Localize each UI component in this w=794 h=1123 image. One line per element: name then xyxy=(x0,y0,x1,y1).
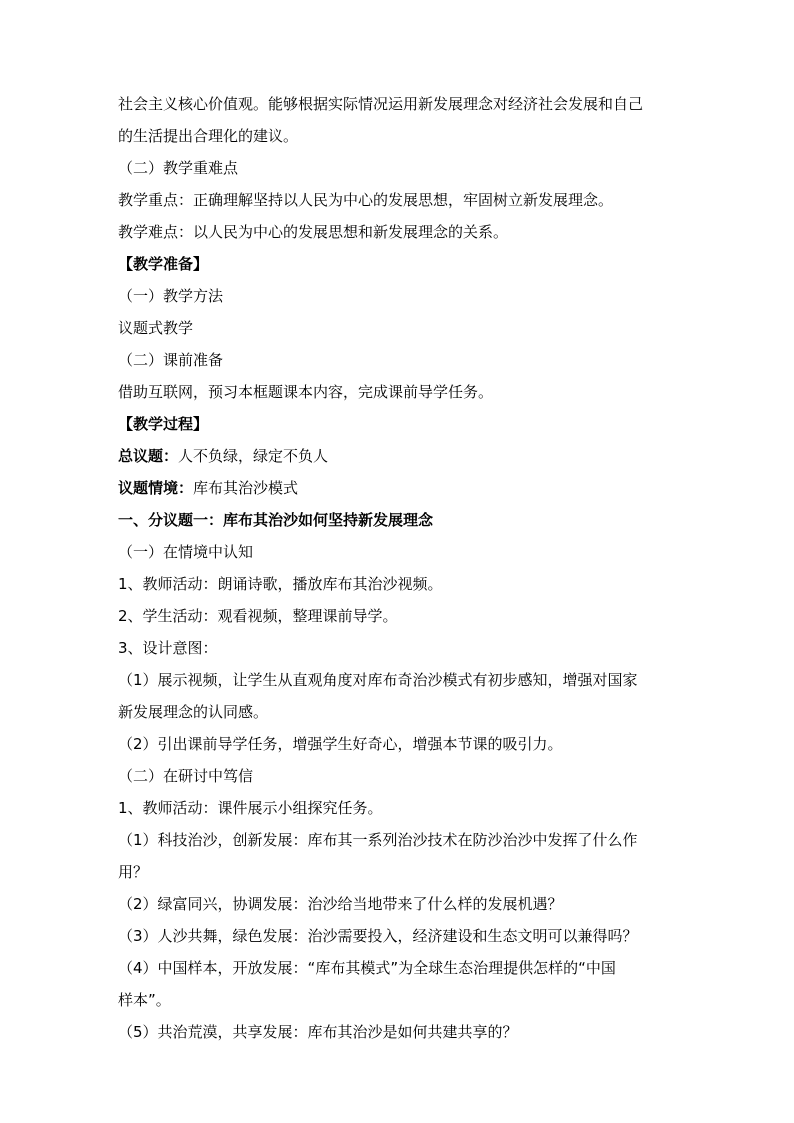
section-heading: 【教学准备】 xyxy=(118,255,209,273)
paragraph-line: 社会主义核心价值观。能够根据实际情况运用新发展理念对经济社会发展和自己 xyxy=(118,95,644,113)
general-topic-label: 总议题： xyxy=(118,447,179,465)
paragraph-line: 的生活提出合理化的建议。 xyxy=(118,127,299,145)
list-item: 2、学生活动：观看视频，整理课前导学。 xyxy=(118,607,398,625)
task-line: 样本”。 xyxy=(118,991,171,1009)
list-item: 1、教师活动：朗诵诗歌，播放库布其治沙视频。 xyxy=(118,575,443,593)
sub-topic-heading: 一、分议题一：库布其治沙如何坚持新发展理念 xyxy=(118,511,434,529)
general-topic xyxy=(118,446,328,466)
list-item: 3、设计意图： xyxy=(118,639,218,657)
situation-value: 库布其治沙模式 xyxy=(193,479,299,497)
task-line: （5）共治荒漠，共享发展：库布其治沙是如何共建共享的？ xyxy=(118,1023,518,1041)
subsection-heading: （一）在情境中认知 xyxy=(118,543,254,561)
list-item: 1、教师活动：课件展示小组探究任务。 xyxy=(118,799,383,817)
subsection-heading: （二）课前准备 xyxy=(118,351,224,369)
task-line: 用？ xyxy=(118,863,149,881)
subsection-heading: （一）教学方法 xyxy=(118,287,224,305)
subsection-heading: （二）在研讨中笃信 xyxy=(118,767,254,785)
general-topic-value: 人不负绿，绿定不负人 xyxy=(178,447,329,465)
task-line: （4）中国样本，开放发展：“库布其模式”为全球生态治理提供怎样的“中国 xyxy=(118,959,616,977)
task-line: （2）绿富同兴，协调发展：治沙给当地带来了什么样的发展机遇？ xyxy=(118,895,563,913)
situation xyxy=(118,478,298,498)
section-heading: 【教学过程】 xyxy=(118,415,209,433)
situation-label: 议题情境： xyxy=(118,479,194,497)
task-line: （3）人沙共舞，绿色发展：治沙需要投入，经济建设和生态文明可以兼得吗？ xyxy=(118,927,638,945)
intent-line: 新发展理念的认同感。 xyxy=(118,703,269,721)
intent-line: （2）引出课前导学任务，增强学生好奇心，增强本节课的吸引力。 xyxy=(118,735,563,753)
task-line: （1）科技治沙，创新发展：库布其一系列治沙技术在防沙治沙中发挥了什么作 xyxy=(118,831,638,849)
intent-line: （1）展示视频，让学生从直观角度对库布奇治沙模式有初步感知，增强对国家 xyxy=(118,671,638,689)
difficult-points-text: 教学难点：以人民为中心的发展思想和新发展理念的关系。 xyxy=(118,223,509,241)
key-points-text: 教学重点：正确理解坚持以人民为中心的发展思想，牢固树立新发展理念。 xyxy=(118,191,614,209)
pre-class-text: 借助互联网，预习本框题课本内容，完成课前导学任务。 xyxy=(118,383,494,401)
section-heading: （二）教学重难点 xyxy=(118,159,239,177)
method-text: 议题式教学 xyxy=(118,319,194,337)
